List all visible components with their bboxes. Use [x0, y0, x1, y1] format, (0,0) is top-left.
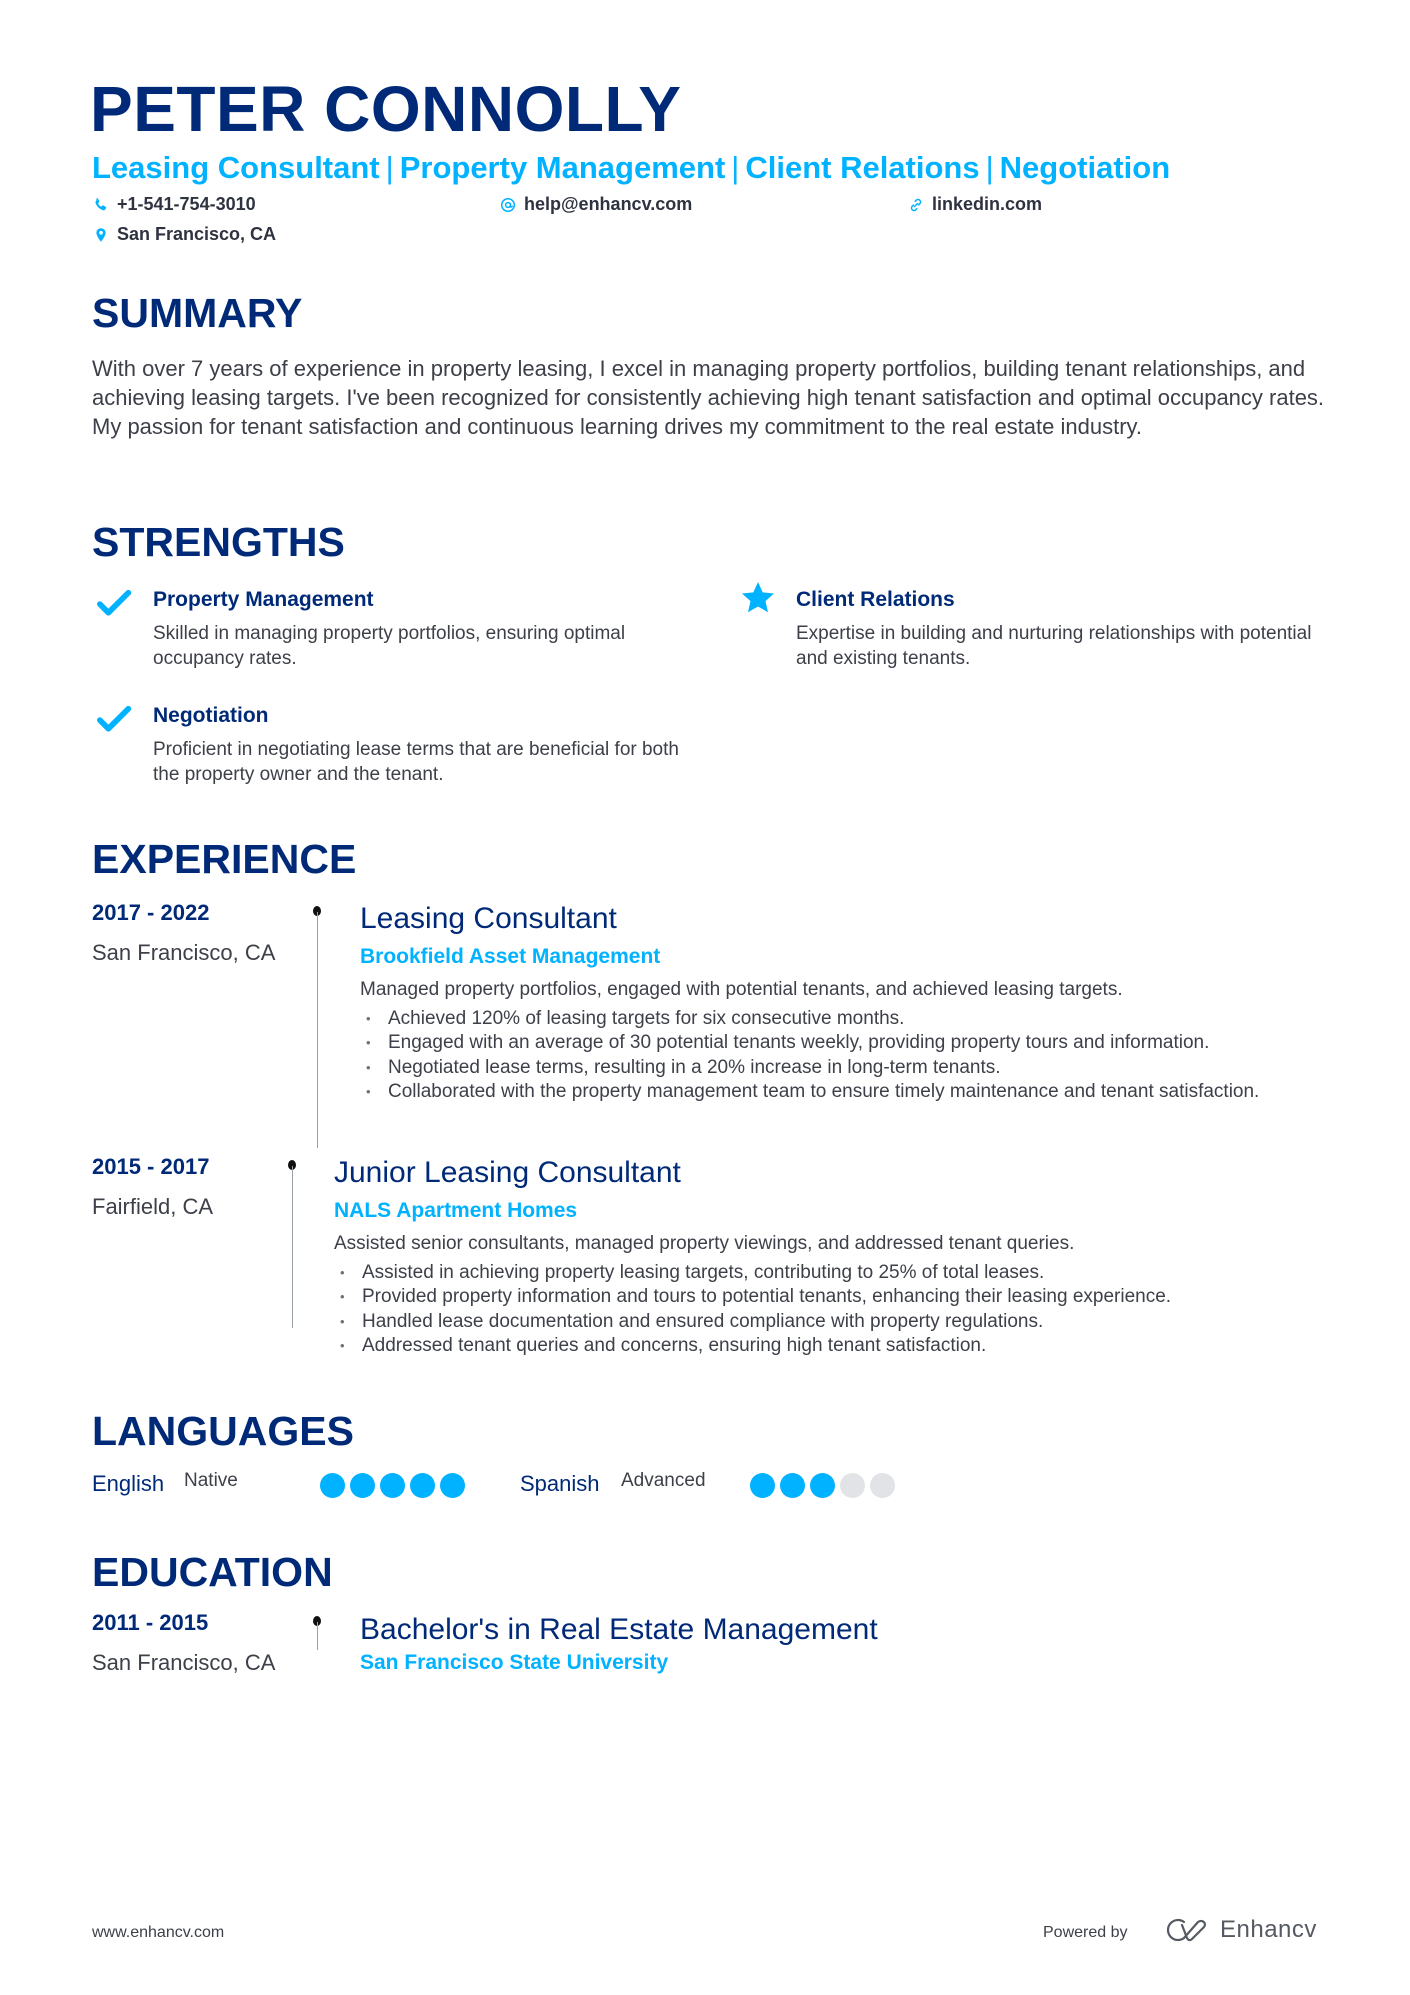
rating-dot-filled [380, 1473, 405, 1498]
education-heading: EDUCATION [92, 1549, 333, 1595]
language-name: Spanish [520, 1471, 600, 1496]
rating-dot-filled [320, 1473, 345, 1498]
tagline-item: Leasing Consultant [92, 150, 380, 185]
link-icon [908, 197, 924, 213]
bullet-item: • Negotiated lease terms, resulting in a 20% increase in long-term tenants. [360, 1056, 1260, 1080]
language-rating [750, 1473, 895, 1498]
rating-dot-filled [410, 1473, 435, 1498]
summary-text: With over 7 years of experience in property leasing, I excel in managing property portfolios, building tenant relationships, and achieving leasing targets. I've been recognized for consistently achieving high tenant satisfaction and optimal occupancy rates. My passion for tenant satisfaction and continuous learning drives my commitment to the real estate industry. [92, 356, 1325, 439]
check-icon [97, 586, 133, 622]
rating-dot-filled [350, 1473, 375, 1498]
job-location: San Francisco, CA [92, 940, 276, 965]
job-description: Assisted senior consultants, managed property viewings, and addressed tenant queries. [334, 1233, 1075, 1254]
linkedin-value: linkedin.com [932, 194, 1043, 214]
strength-title: Property Management [153, 588, 374, 611]
language-name: English [92, 1471, 165, 1496]
phone-value: +1-541-754-3010 [117, 194, 256, 214]
contact-phone[interactable] [93, 194, 256, 215]
tagline-separator: | [385, 150, 394, 185]
footer-url[interactable]: www.enhancv.com [92, 1924, 225, 1941]
enhancv-logo[interactable] [1162, 1916, 1317, 1944]
summary-heading: SUMMARY [92, 290, 303, 336]
rating-dot-empty [840, 1473, 865, 1498]
location-value: San Francisco, CA [117, 224, 277, 244]
job-dates: 2015 - 2017 [92, 1154, 210, 1179]
email-value: help@enhancv.com [524, 194, 693, 214]
bullet-item: • Provided property information and tours to potential tenants, enhancing their leasing experience. [334, 1285, 1171, 1309]
bullet-item: • Addressed tenant queries and concerns, ensuring high tenant satisfaction. [334, 1334, 1171, 1358]
tagline [92, 150, 1170, 186]
timeline-line [292, 1166, 293, 1328]
tagline-item: Client Relations [745, 150, 980, 185]
enhancv-logo-icon [1162, 1917, 1210, 1943]
star-icon [740, 580, 776, 616]
bullet-item: • Engaged with an average of 30 potential tenants weekly, providing property tours and information. [360, 1031, 1260, 1055]
candidate-name: PETER CONNOLLY [90, 73, 682, 145]
languages-heading: LANGUAGES [92, 1408, 354, 1454]
job-bullets [334, 1261, 1171, 1358]
language-rating [320, 1473, 465, 1498]
company-name: Brookfield Asset Management [360, 945, 661, 968]
brand-name: Enhancv [1220, 1916, 1317, 1943]
contact-location [93, 224, 276, 245]
job-title: Leasing Consultant [360, 902, 617, 935]
rating-dot-filled [750, 1473, 775, 1498]
bullet-item: • Collaborated with the property management team to ensure timely maintenance and tenant satisfaction. [360, 1080, 1260, 1104]
contact-email[interactable] [500, 194, 692, 215]
phone-icon [93, 197, 109, 213]
rating-dot-filled [810, 1473, 835, 1498]
job-location: Fairfield, CA [92, 1194, 214, 1219]
tagline-separator: | [731, 150, 740, 185]
language-level: Advanced [621, 1470, 706, 1491]
map-pin-icon [93, 227, 109, 243]
degree-title: Bachelor's in Real Estate Management [360, 1613, 878, 1646]
strength-title: Negotiation [153, 704, 269, 727]
education-location: San Francisco, CA [92, 1650, 276, 1675]
bullet-item: • Handled lease documentation and ensured compliance with property regulations. [334, 1310, 1171, 1334]
company-name: NALS Apartment Homes [334, 1199, 578, 1222]
language-level: Native [184, 1470, 238, 1491]
rating-dot-filled [440, 1473, 465, 1498]
job-bullets [360, 1007, 1260, 1104]
bullet-item: • Achieved 120% of leasing targets for six consecutive months. [360, 1007, 1260, 1031]
job-description: Managed property portfolios, engaged with potential tenants, and achieved leasing targets. [360, 979, 1123, 1000]
strength-desc: Proficient in negotiating lease terms that are beneficial for both the property owner and the tenant. [153, 739, 679, 785]
strength-desc: Expertise in building and nurturing relationships with potential and existing tenants. [796, 623, 1312, 669]
bullet-item: • Assisted in achieving property leasing targets, contributing to 25% of total leases. [334, 1261, 1171, 1285]
tagline-separator: | [985, 150, 994, 185]
school-name: San Francisco State University [360, 1651, 669, 1674]
job-dates: 2017 - 2022 [92, 900, 210, 925]
check-icon [97, 702, 133, 738]
rating-dot-empty [870, 1473, 895, 1498]
experience-heading: EXPERIENCE [92, 836, 357, 882]
tagline-item: Property Management [399, 150, 726, 185]
at-icon [500, 197, 516, 213]
timeline-line [317, 912, 318, 1148]
rating-dot-filled [780, 1473, 805, 1498]
strengths-heading: STRENGTHS [92, 519, 345, 565]
timeline-line [317, 1622, 318, 1650]
powered-by-label: Powered by [1043, 1924, 1128, 1941]
contact-linkedin[interactable] [908, 194, 1042, 215]
strength-desc: Skilled in managing property portfolios, ensuring optimal occupancy rates. [153, 623, 626, 669]
education-dates: 2011 - 2015 [92, 1610, 209, 1635]
tagline-item: Negotiation [999, 150, 1171, 185]
strength-title: Client Relations [796, 588, 955, 611]
job-title: Junior Leasing Consultant [334, 1156, 681, 1189]
